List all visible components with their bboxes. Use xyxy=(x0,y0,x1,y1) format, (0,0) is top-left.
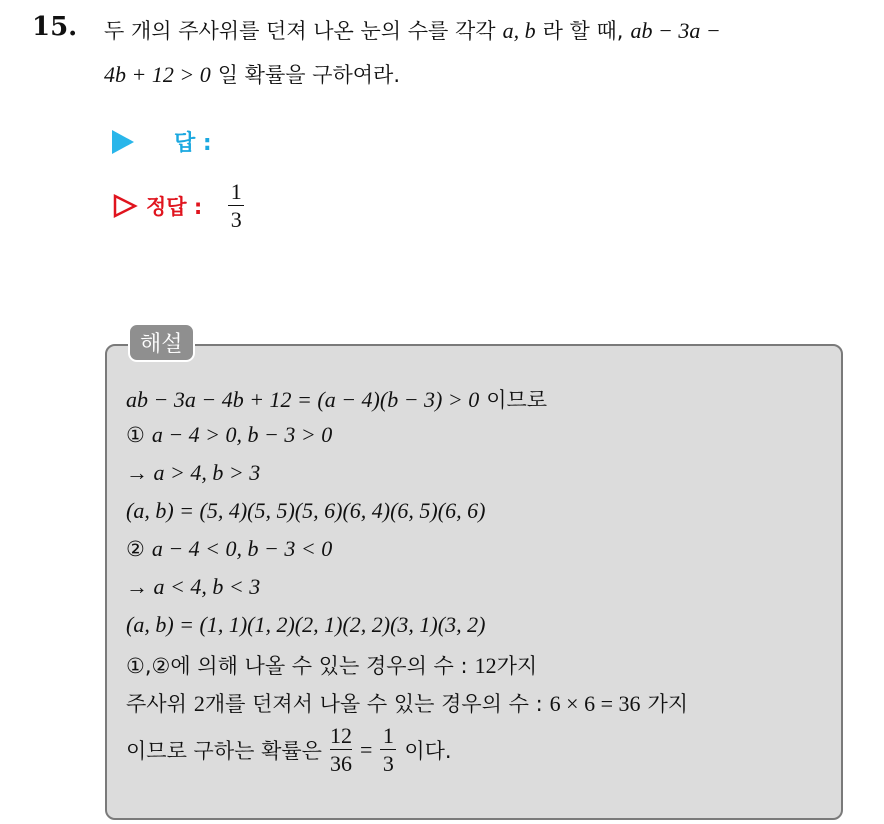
answer-row xyxy=(112,126,212,157)
circled-number: ①,② xyxy=(126,654,171,678)
solution-line-1 xyxy=(126,384,547,414)
fraction-numerator: 1 xyxy=(382,723,394,748)
solution-line-7 xyxy=(126,612,485,638)
solution-text: 이므로 xyxy=(486,388,548,412)
solution-line-6 xyxy=(126,574,260,600)
solution-text: 이다. xyxy=(404,738,452,763)
question-number: 15. xyxy=(32,12,78,42)
solution-line-4 xyxy=(126,498,485,524)
solution-text: 가지 xyxy=(647,692,689,716)
solution-text: 에 의해 나올 수 있는 경우의 수 : xyxy=(170,654,468,678)
question-text-end: 일 확률을 구하여라. xyxy=(217,63,401,87)
solution-fraction-1 xyxy=(330,724,352,775)
solution-text: 주사위 xyxy=(126,692,187,716)
solution-math: → a < 4, b < 3 xyxy=(126,574,261,599)
correct-answer-fraction xyxy=(228,180,244,231)
answer-label: 답 : xyxy=(174,131,212,156)
solution-line-8 xyxy=(126,650,537,680)
solution-math: ab − 3a − 4b + 12 = (a − 4)(b − 3) > 0 xyxy=(126,387,480,412)
fraction-denominator: 36 xyxy=(329,751,352,777)
solution-line-2 xyxy=(126,422,332,448)
correct-answer-label: 정답 : xyxy=(146,194,203,219)
solution-fraction-2 xyxy=(380,724,396,775)
solution-math: (a, b) = (1, 1)(1, 2)(2, 1)(2, 2)(3, 1)(3, 2) xyxy=(126,612,486,637)
play-triangle-icon xyxy=(112,130,134,154)
question-expression-part1: ab − 3a − xyxy=(630,18,721,43)
solution-line-9 xyxy=(126,688,688,718)
solution-line-5 xyxy=(126,536,332,562)
solution-math: a − 4 < 0, b − 3 < 0 xyxy=(151,536,333,561)
solution-math: 6 × 6 = 36 xyxy=(549,691,641,716)
question-vars: a, b xyxy=(502,18,536,43)
fraction-denominator: 3 xyxy=(230,207,242,233)
solution-text: 이므로 구하는 확률은 xyxy=(126,738,322,763)
solution-math: 2 xyxy=(193,691,205,716)
fraction-denominator: 3 xyxy=(382,751,394,777)
question-text-tail: 라 할 때, xyxy=(542,19,624,43)
question-expression-part2: 4b + 12 > 0 xyxy=(104,62,211,87)
solution-line-3 xyxy=(126,460,260,486)
solution-text: 가지 xyxy=(496,654,538,678)
outline-triangle-icon xyxy=(112,193,138,219)
question-text: 두 개의 주사위를 던져 나온 눈의 수를 각각 xyxy=(104,19,496,43)
solution-math: (a, b) = (5, 4)(5, 5)(5, 6)(6, 4)(6, 5)(6, 6) xyxy=(126,498,486,523)
circled-number: ② xyxy=(126,537,145,561)
equals-sign: = xyxy=(359,736,373,762)
question-line-2 xyxy=(104,59,400,89)
fraction-numerator: 12 xyxy=(329,723,352,748)
question-line-1 xyxy=(104,15,721,45)
solution-tag: 해설 xyxy=(128,323,195,362)
fraction-numerator: 1 xyxy=(230,179,242,204)
solution-math: a − 4 > 0, b − 3 > 0 xyxy=(151,422,333,447)
solution-text: 개를 던져서 나올 수 있는 경우의 수 : xyxy=(204,692,543,716)
solution-line-10 xyxy=(126,724,452,775)
solution-math: 12 xyxy=(474,653,497,678)
circled-number: ① xyxy=(126,423,145,447)
correct-answer-row xyxy=(112,180,244,231)
solution-math: → a > 4, b > 3 xyxy=(126,460,261,485)
